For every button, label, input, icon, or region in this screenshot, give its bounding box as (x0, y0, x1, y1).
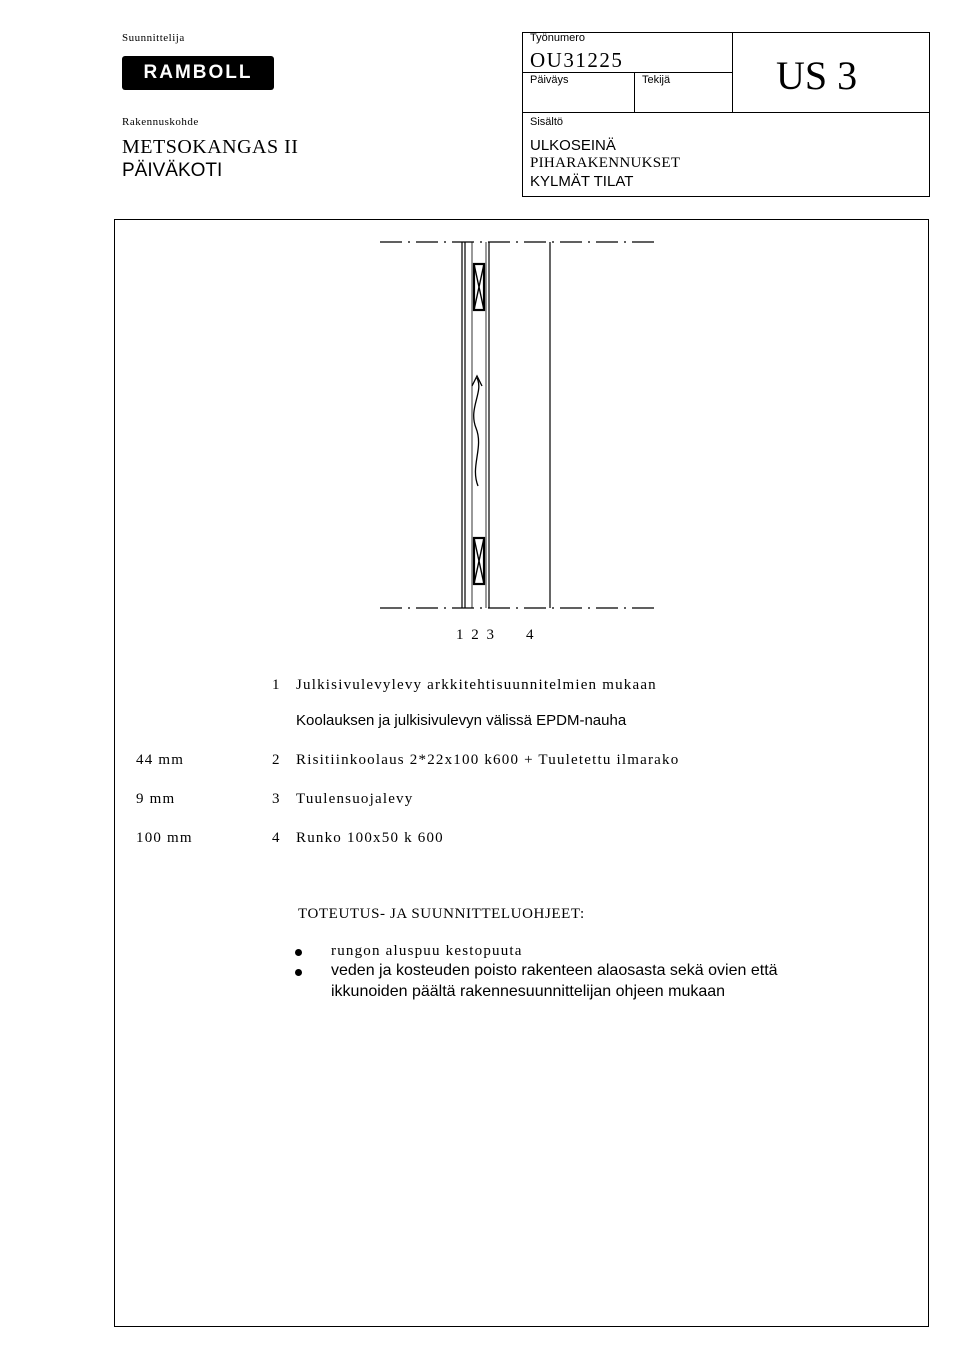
content-line-2: PIHARAKENNUKSET (530, 155, 681, 171)
wall-section-drawing (0, 0, 960, 660)
ramboll-logo: RAMBOLL (122, 56, 274, 90)
airflow-arrow-icon (472, 376, 482, 486)
layer-1-number: 1 (272, 677, 281, 693)
layer-3-thickness: 9 mm (136, 791, 176, 807)
content-line-3: KYLMÄT TILAT (530, 173, 634, 190)
layer-4-number: 4 (272, 830, 281, 846)
bullet-icon (295, 949, 302, 956)
layer-number-4: 4 (526, 627, 534, 643)
layer-2-description: Risitiinkoolaus 2*22x100 k600 + Tuuletettu ilmarako (296, 752, 680, 768)
author-label: Tekijä (642, 74, 671, 86)
layer-2-thickness: 44 mm (136, 752, 185, 768)
lower-batten-symbol (474, 538, 484, 584)
layer-4-description: Runko 100x50 k 600 (296, 830, 444, 846)
instruction-item-2-continued: ikkunoiden päältä rakennesuunnittelijan ohjeen mukaan (331, 983, 726, 1000)
instructions-heading: TOTEUTUS- JA SUUNNITTELUOHJEET: (298, 906, 585, 922)
layer-3-number: 3 (272, 791, 281, 807)
instruction-item-1: rungon aluspuu kestopuuta (331, 943, 523, 959)
upper-batten-symbol (474, 264, 484, 310)
project-name: METSOKANGAS II (122, 136, 299, 158)
layer-3-description: Tuulensuojalevy (296, 791, 414, 807)
instruction-item-2: veden ja kosteuden poisto rakenteen alaosasta sekä ovien että (331, 962, 778, 979)
designer-label: Suunnittelija (122, 32, 185, 44)
drawing-id: US 3 (776, 53, 858, 98)
bullet-icon (295, 969, 302, 976)
layer-1-description: Julkisivulevylevy arkkitehtisuunnitelmien mukaan (296, 677, 657, 693)
job-number: OU31225 (530, 48, 624, 72)
layer-1-note: Koolauksen ja julkisivulevyn välissä EPDM-nauha (296, 712, 627, 729)
layer-4-thickness: 100 mm (136, 830, 193, 846)
content-label: Sisältö (530, 116, 564, 128)
content-line-1: ULKOSEINÄ (530, 137, 616, 154)
date-label: Päiväys (530, 74, 569, 86)
job-number-label: Työnumero (530, 32, 586, 44)
project-label: Rakennuskohde (122, 116, 199, 128)
layer-numbers-1-3: 1 2 3 (456, 627, 496, 643)
layer-2-number: 2 (272, 752, 281, 768)
project-subtitle: PÄIVÄKOTI (122, 160, 223, 181)
